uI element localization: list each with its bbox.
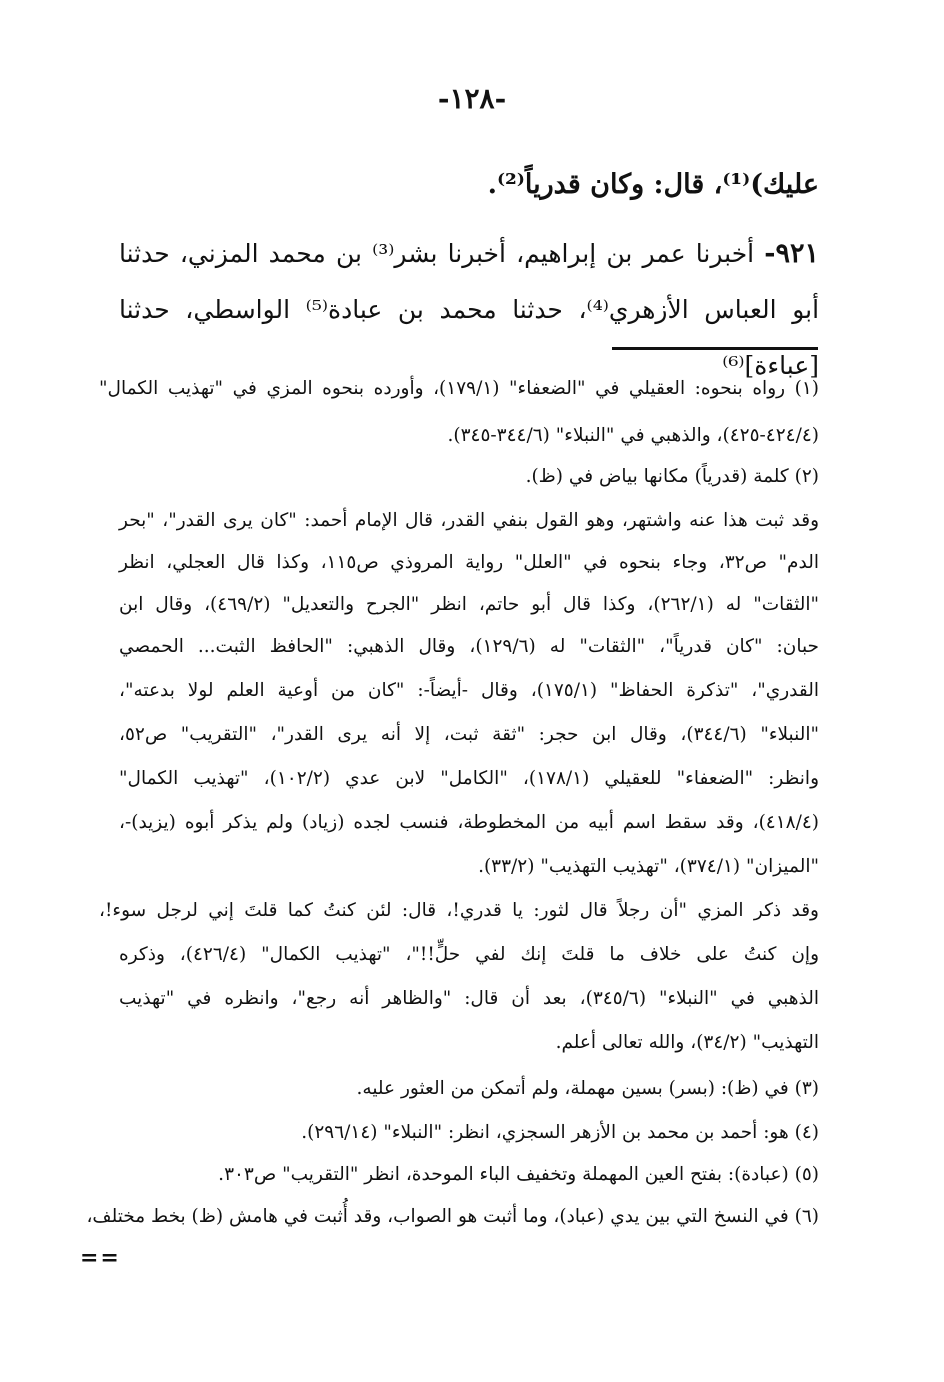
footnote-line: وقد ثبت هذا عنه واشتهر، وهو القول بنفي القدر، قال الإمام أحمد: "كان يرى القدر"، "بحر bbox=[119, 510, 819, 531]
footnote-line: التهذيب" (٣٤/٢)، والله تعالى أعلم. bbox=[555, 1032, 819, 1053]
footnote-line: (٣) في (ظ): (بسر) بسين مهملة، ولم أتمكن من العثور عليه. bbox=[356, 1078, 819, 1099]
footnote-line: (٤) هو: أحمد بن محمد بن الأزهر السجزي، انظر: "النبلاء" (٢٩٦/١٤). bbox=[301, 1122, 819, 1143]
footnote-line: (٦) في النسخ التي بين يدي (عباد)، وما أثبت هو الصواب، وقد أُثبت في هامش (ظ) بخط مختلف، bbox=[86, 1206, 819, 1227]
footnote-line: وانظر: "الضعفاء" للعقيلي (١٧٨/١)، "الكامل" لابن عدي (١٠٢/٢)، "تهذيب الكمال" bbox=[119, 768, 820, 789]
footnote-line: "النبلاء" (٣٤٤/٦)، وقال ابن حجر: "ثقة ثبت، إلا أنه يرى القدر"، "التقريب" ص٥٢، bbox=[119, 724, 820, 745]
continuation-mark: == bbox=[80, 1245, 121, 1271]
main-line-2 bbox=[119, 226, 819, 282]
footnote-line: "الميزان" (٣٧٤/١)، "تهذيب التهذيب" (٣٣/٢). bbox=[478, 856, 819, 877]
footnote-line: (٤٢٤/٤-٤٢٥)، والذهبي في "النبلاء" (٣٤٤/٦-٣٤٥). bbox=[447, 425, 819, 446]
main-line-1: عليك)⁽¹⁾، قال: وكان قدرياً⁽²⁾. bbox=[487, 169, 819, 200]
footnote-line: الذهبي في "النبلاء" (٣٤٥/٦)، بعد أن قال: "والظاهر أنه رجع"، وانظره في "تهذيب bbox=[119, 988, 819, 1009]
footnote-line: القدري"، "تذكرة الحفاظ" (١٧٥/١)، وقال -أيضاً-: "كان من أوعية العلم لولا بدعته"، bbox=[119, 680, 819, 701]
footnote-line: (٢) كلمة (قدرياً) مكانها بياض في (ظ). bbox=[525, 466, 819, 487]
footnote-line: (١) رواه بنحوه: العقيلي في "الضعفاء" (١٧٩/١)، وأورده بنحوه المزي في "تهذيب الكمال" bbox=[99, 378, 819, 399]
footnote-line: "الثقات" له (٢٦٢/١)، وكذا قال أبو حاتم، انظر "الجرح والتعديل" (٤٦٩/٢)، وقال ابن bbox=[119, 594, 819, 615]
footnote-line: الدم" ص٣٢، وجاء بنحوه في "العلل" رواية المروذي ص١١٥، وكذا قال العجلي، انظر bbox=[119, 552, 819, 573]
hadith-number: ٩٢١- bbox=[764, 238, 819, 269]
footnote-line: وقد ذكر المزي "أن رجلاً قال لثور: يا قدري!، قال: لئن كنتُ كما قلتَ إني لرجل سوء!، bbox=[99, 900, 819, 921]
footnote-line: (٤١٨/٤)، وقد سقط اسم أبيه من المخطوطة، فنسب لجده (زياد) ولم يذكر أبوه (يزيد)-، bbox=[119, 812, 819, 833]
footnote-line: وإن كنتُ على خلاف ما قلتَ إنك لفي حلٍّ!!"، "تهذيب الكمال" (٤٢٦/٤)، وذكره bbox=[119, 944, 819, 965]
footnote-separator bbox=[612, 347, 818, 350]
main-line-2-text: أخبرنا عمر بن إبراهيم، أخبرنا بشر⁽³⁾ بن محمد المزني، حدثنا bbox=[119, 239, 755, 268]
footnote-line: (٥) (عبادة): بفتح العين المهملة وتخفيف الباء الموحدة، انظر "التقريب" ص٣٠٣. bbox=[218, 1164, 819, 1185]
footnote-line: حبان: "كان قدرياً"، "الثقات" له (١٢٩/٦)، وقال الذهبي: "الحافظ الثبت... الحمصي bbox=[119, 636, 819, 657]
page-number: -١٢٨- bbox=[437, 82, 507, 115]
main-line-3: أبو العباس الأزهري⁽⁴⁾، حدثنا محمد بن عبادة⁽⁵⁾ الواسطي، حدثنا [عباءة]⁽⁶⁾ bbox=[119, 295, 820, 380]
